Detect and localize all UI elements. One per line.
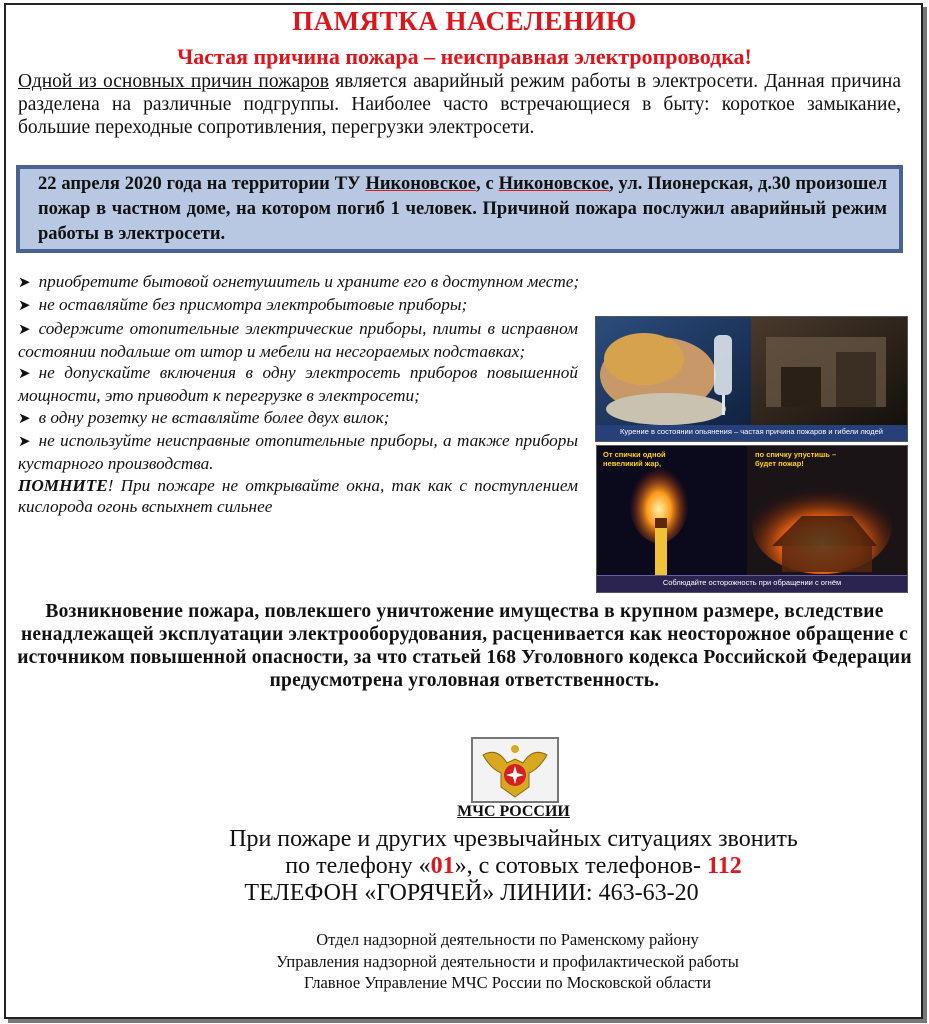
tip-text: не используйте неисправные отопительные приборы, а также приборы кустарного производства. <box>18 431 578 474</box>
incident-text-3: , ул. Пионерская, д.30 произошел пожар в частном доме, на котором погиб 1 человек. Причиной пожара послужил аварийный режим работы в электросети. <box>38 174 887 244</box>
photo1-caption: Курение в состоянии опьянения – частая причина пожаров и гибели людей <box>596 425 907 441</box>
mchs-label: МЧС РОССИИ <box>457 803 570 820</box>
contact-text-b: », с сотовых телефонов- <box>454 853 708 879</box>
arrow-bullet-icon: ➤ <box>18 366 31 383</box>
footer-line: Отдел надзорной деятельности по Раменскому району <box>316 930 699 949</box>
arrow-bullet-icon: ➤ <box>18 434 31 451</box>
tip-item <box>18 318 578 363</box>
tip-text: не допускайте включения в одну электросеть приборов повышенной мощности, это приводит к перегрузке в электросети; <box>18 363 578 406</box>
law-paragraph: Возникновение пожара, повлекшего уничтожение имущества в крупном размере, вследствие ненадлежащей эксплуатации электрооборудования, расценивается как неосторожное обращение с источником повышенной опасности, за что статьей 168 Уголовного кодекса Российской Федерации предусмотрена уголовная ответственность. <box>17 601 912 691</box>
arrow-bullet-icon: ➤ <box>18 410 31 427</box>
photo2-tag-left: От спички одной невеликий жар, <box>603 450 666 468</box>
tip-text: приобретите бытовой огнетушитель и храните его в доступном месте; <box>38 272 580 291</box>
tip-item <box>18 271 788 294</box>
intro-paragraph <box>18 70 901 139</box>
arrow-bullet-icon: ➤ <box>18 275 31 291</box>
incident-place-1: Никоновское <box>365 174 476 194</box>
page-title: ПАМЯТКА НАСЕЛЕНИЮ <box>292 6 637 36</box>
footer-line: Управления надзорной деятельности и профилактической работы <box>276 951 739 971</box>
photo2-tag-right: по спичку упустишь – будет пожар! <box>755 450 837 468</box>
remember-note <box>18 475 578 518</box>
footer-authority <box>0 929 929 994</box>
contact-line-1: При пожаре и других чрезвычайных ситуациях звонить <box>229 826 798 852</box>
phone-01: 01 <box>430 853 455 879</box>
remember-text: ! При пожаре не открывайте окна, так как с поступлением кислорода огонь вспыхнет сильнее <box>18 475 578 516</box>
tip-text: в одну розетку не вставляйте более двух вилок; <box>38 407 390 427</box>
photo-match-fire <box>596 445 908 593</box>
tip-item <box>18 407 578 430</box>
incident-place-2: Никоновское <box>498 174 610 194</box>
remember-label: ПОМНИТЕ <box>18 475 108 495</box>
emergency-contact <box>0 826 929 880</box>
incident-box <box>16 165 903 253</box>
tip-text: не оставляйте без присмотра электробытовые приборы; <box>38 295 468 315</box>
intro-text: является аварийный режим работы в электросети. Данная причина разделена на различные подгруппы. Наиболее часто встречающиеся в быту: короткое замыкание, большие переходные сопротивления, перегрузки электросети. <box>18 71 901 138</box>
safety-tips-list <box>18 271 578 517</box>
tip-item <box>18 430 578 475</box>
arrow-bullet-icon: ➤ <box>18 321 31 338</box>
eagle-emblem-icon <box>473 739 557 801</box>
photo-smoking-illustration <box>596 317 907 441</box>
incident-text-1: 22 апреля 2020 года на территории ТУ <box>38 174 366 194</box>
intro-underlined: Одной из основных причин пожаров <box>18 71 329 92</box>
footer-line: Главное Управление МЧС России по Московской области <box>303 973 712 992</box>
page-subtitle: Частая причина пожара – неисправная электропроводка! <box>177 44 752 69</box>
tip-item <box>18 294 578 317</box>
tip-text: содержите отопительные электрические приборы, плиты в исправном состоянии подальше от штор и мебели на несгораемых подставках; <box>18 318 578 361</box>
incident-text-2: , с <box>475 174 499 194</box>
hotline-number: ТЕЛЕФОН «ГОРЯЧЕЙ» ЛИНИИ: 463-63-20 <box>244 880 699 906</box>
arrow-bullet-icon: ➤ <box>18 298 31 315</box>
contact-text-a: по телефону « <box>285 853 431 879</box>
mchs-emblem <box>471 737 559 803</box>
phone-112: 112 <box>707 853 742 879</box>
photo-smoking-drunk <box>595 316 908 442</box>
contact-line-2 <box>0 853 929 880</box>
photo2-caption: Соблюдайте осторожность при обращении с огнём <box>597 575 907 592</box>
tip-item <box>18 362 578 407</box>
